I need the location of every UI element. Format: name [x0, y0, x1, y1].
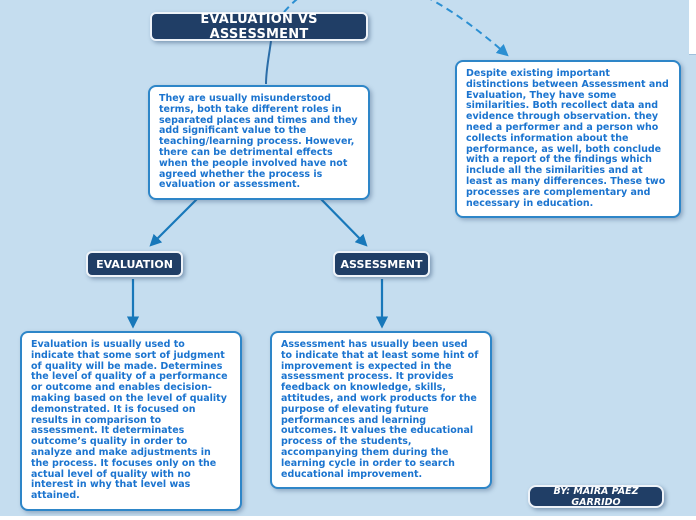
connector-intro-to-assessment-arrow — [318, 196, 365, 244]
connector-title-to-intro — [266, 41, 271, 84]
node-evaluation-detail[interactable]: Evaluation is usually used to indicate that some sort of judgment of quality will be made. Determines the level of quality of a performance or outcome and enables decision-making based on the level of quality demonstrated. It is focused on results in comparison to assessment. It determinates outcome’s quality in order to analyze and make adjustments in the process. It focuses only on the actual level of quality with no interest in why that level was attained. — [20, 331, 242, 511]
canvas-edge-right — [689, 0, 696, 55]
node-intro-misunderstood-terms[interactable]: They are usually misunderstood terms, both take different roles in separated places and times and they add significant value to the teaching/learning process. However, there can be detrimental effects when the people involved have not agreed whether the process is evaluation or assessment. — [148, 85, 370, 200]
node-title-evaluation-vs-assessment[interactable]: EVALUATION VS ASSESSMENT — [150, 12, 368, 41]
node-assessment-label[interactable]: ASSESSMENT — [333, 251, 430, 277]
node-assessment-detail[interactable]: Assessment has usually been used to indicate that at least some hint of improvement is expected in the assessment process. It provides feedback on knowledge, skills, attitudes, and work products for the purpose of elevating future performances and learning outcomes. It values the educational process of the students, accompanying them during the learning cycle in order to search educational improvement. — [270, 331, 492, 489]
author-credit-badge: BY: MAIRA PÁEZ GARRIDO — [528, 485, 664, 508]
connector-intro-to-evaluation-arrow — [152, 196, 200, 244]
node-similarities-description[interactable]: Despite existing important distinctions between Assessment and Evaluation, They have some similarities. Both recollect data and evidence through observation. they need a performer and a person who collects information about the performance, as well, both conclude with a report of the findings which include all the similarities and at least as many differences. These two processes are complementary and necessary in education. — [455, 60, 681, 218]
node-evaluation-label[interactable]: EVALUATION — [86, 251, 183, 277]
canvas-edge-bottom — [0, 516, 696, 520]
